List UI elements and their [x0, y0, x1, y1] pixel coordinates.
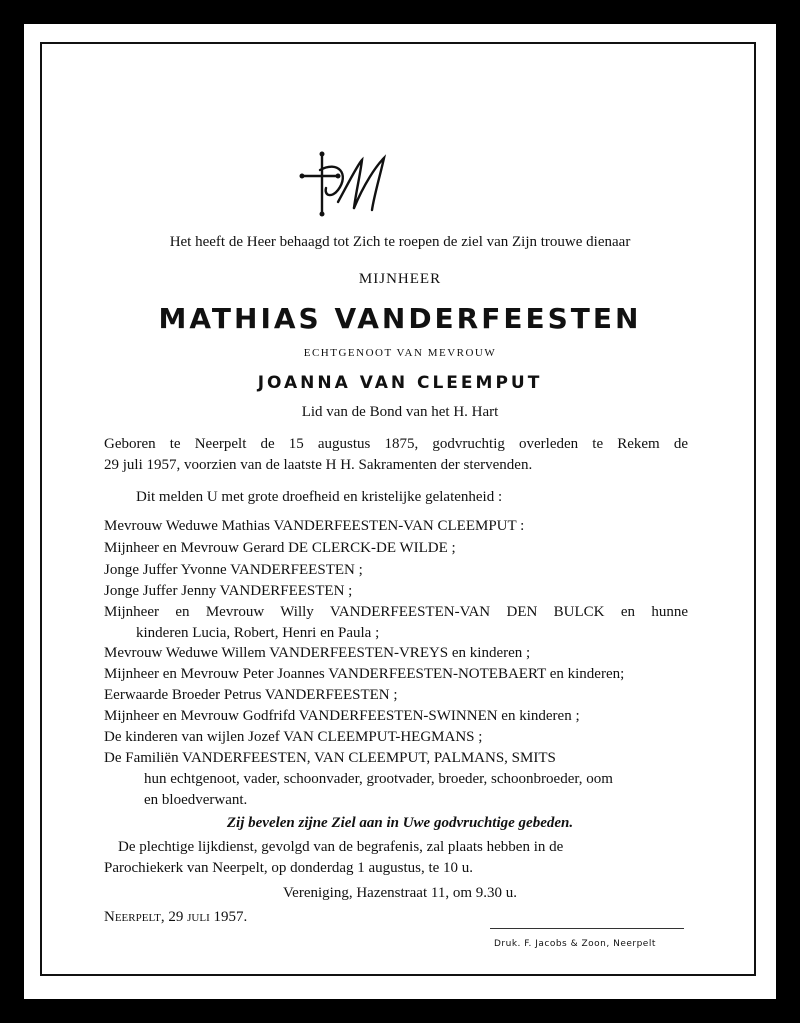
printer-credit: Druk. F. Jacobs & Zoon, Neerpelt — [494, 939, 656, 949]
family-line: en bloedverwant. — [144, 792, 248, 808]
spouse-name: JOANNA VAN CLEEMPUT — [257, 373, 543, 393]
family-line: De kinderen van wijlen Jozef VAN CLEEMPUT-HEGMANS ; — [104, 729, 483, 745]
family-line: Mevrouw Weduwe Willem VANDERFEESTEN-VREYS en kinderen ; — [104, 645, 531, 661]
membership-text: Lid van de Bond van het H. Hart — [301, 404, 499, 420]
family-line: Mijnheer en Mevrouw Peter Joannes VANDERFEESTEN-NOTEBAERT en kinderen; — [104, 666, 625, 682]
family-line: kinderen Lucia, Robert, Henri en Paula ; — [136, 625, 380, 641]
service-line: De plechtige lijkdienst, gevolgd van de begrafenis, zal plaats hebben in de — [118, 839, 564, 855]
family-line: De Familiën VANDERFEESTEN, VAN CLEEMPUT, PALMANS, SMITS — [104, 750, 556, 766]
birth-line: Geboren te Neerpelt de 15 augustus 1875, godvruchtig overleden te Rekem de — [104, 436, 688, 452]
cross-monogram-icon — [298, 150, 396, 218]
place-date: Neerpelt, 29 juli 1957. — [104, 909, 248, 925]
printer-divider — [490, 928, 684, 929]
family-line: Mevrouw Weduwe Mathias VANDERFEESTEN-VAN CLEEMPUT : — [104, 518, 525, 534]
birth-line: 29 juli 1957, voorzien van de laatste H H. Sakramenten der stervenden. — [104, 457, 533, 473]
family-line: hun echtgenoot, vader, schoonvader, grootvader, broeder, schoonbroeder, oom — [144, 771, 613, 787]
intro-text: Het heeft de Heer behaagd tot Zich te roepen de ziel van Zijn trouwe dienaar — [169, 234, 631, 250]
family-line: Jonge Juffer Jenny VANDERFEESTEN ; — [104, 583, 353, 599]
deceased-name: MATHIAS VANDERFEESTEN — [158, 302, 642, 335]
service-line: Parochiekerk van Neerpelt, op donderdag 1 augustus, te 10 u. — [104, 860, 474, 876]
prayer-text: Zij bevelen zijne Ziel aan in Uwe godvruchtige gebeden. — [226, 815, 574, 831]
title-prefix: MIJNHEER — [358, 271, 442, 287]
announce-text: Dit melden U met grote droefheid en kristelijke gelatenheid : — [136, 489, 503, 505]
family-line: Mijnheer en Mevrouw Willy VANDERFEESTEN-VAN DEN BULCK en hunne — [104, 604, 688, 620]
family-line: Jonge Juffer Yvonne VANDERFEESTEN ; — [104, 562, 363, 578]
gathering-text: Vereniging, Hazenstraat 11, om 9.30 u. — [283, 885, 517, 901]
spouse-label: ECHTGENOOT VAN MEVROUW — [303, 347, 497, 359]
family-line: Eerwaarde Broeder Petrus VANDERFEESTEN ; — [104, 687, 398, 703]
family-line: Mijnheer en Mevrouw Godfrifd VANDERFEESTEN-SWINNEN en kinderen ; — [104, 708, 580, 724]
family-line: Mijnheer en Mevrouw Gerard DE CLERCK-DE WILDE ; — [104, 540, 456, 556]
